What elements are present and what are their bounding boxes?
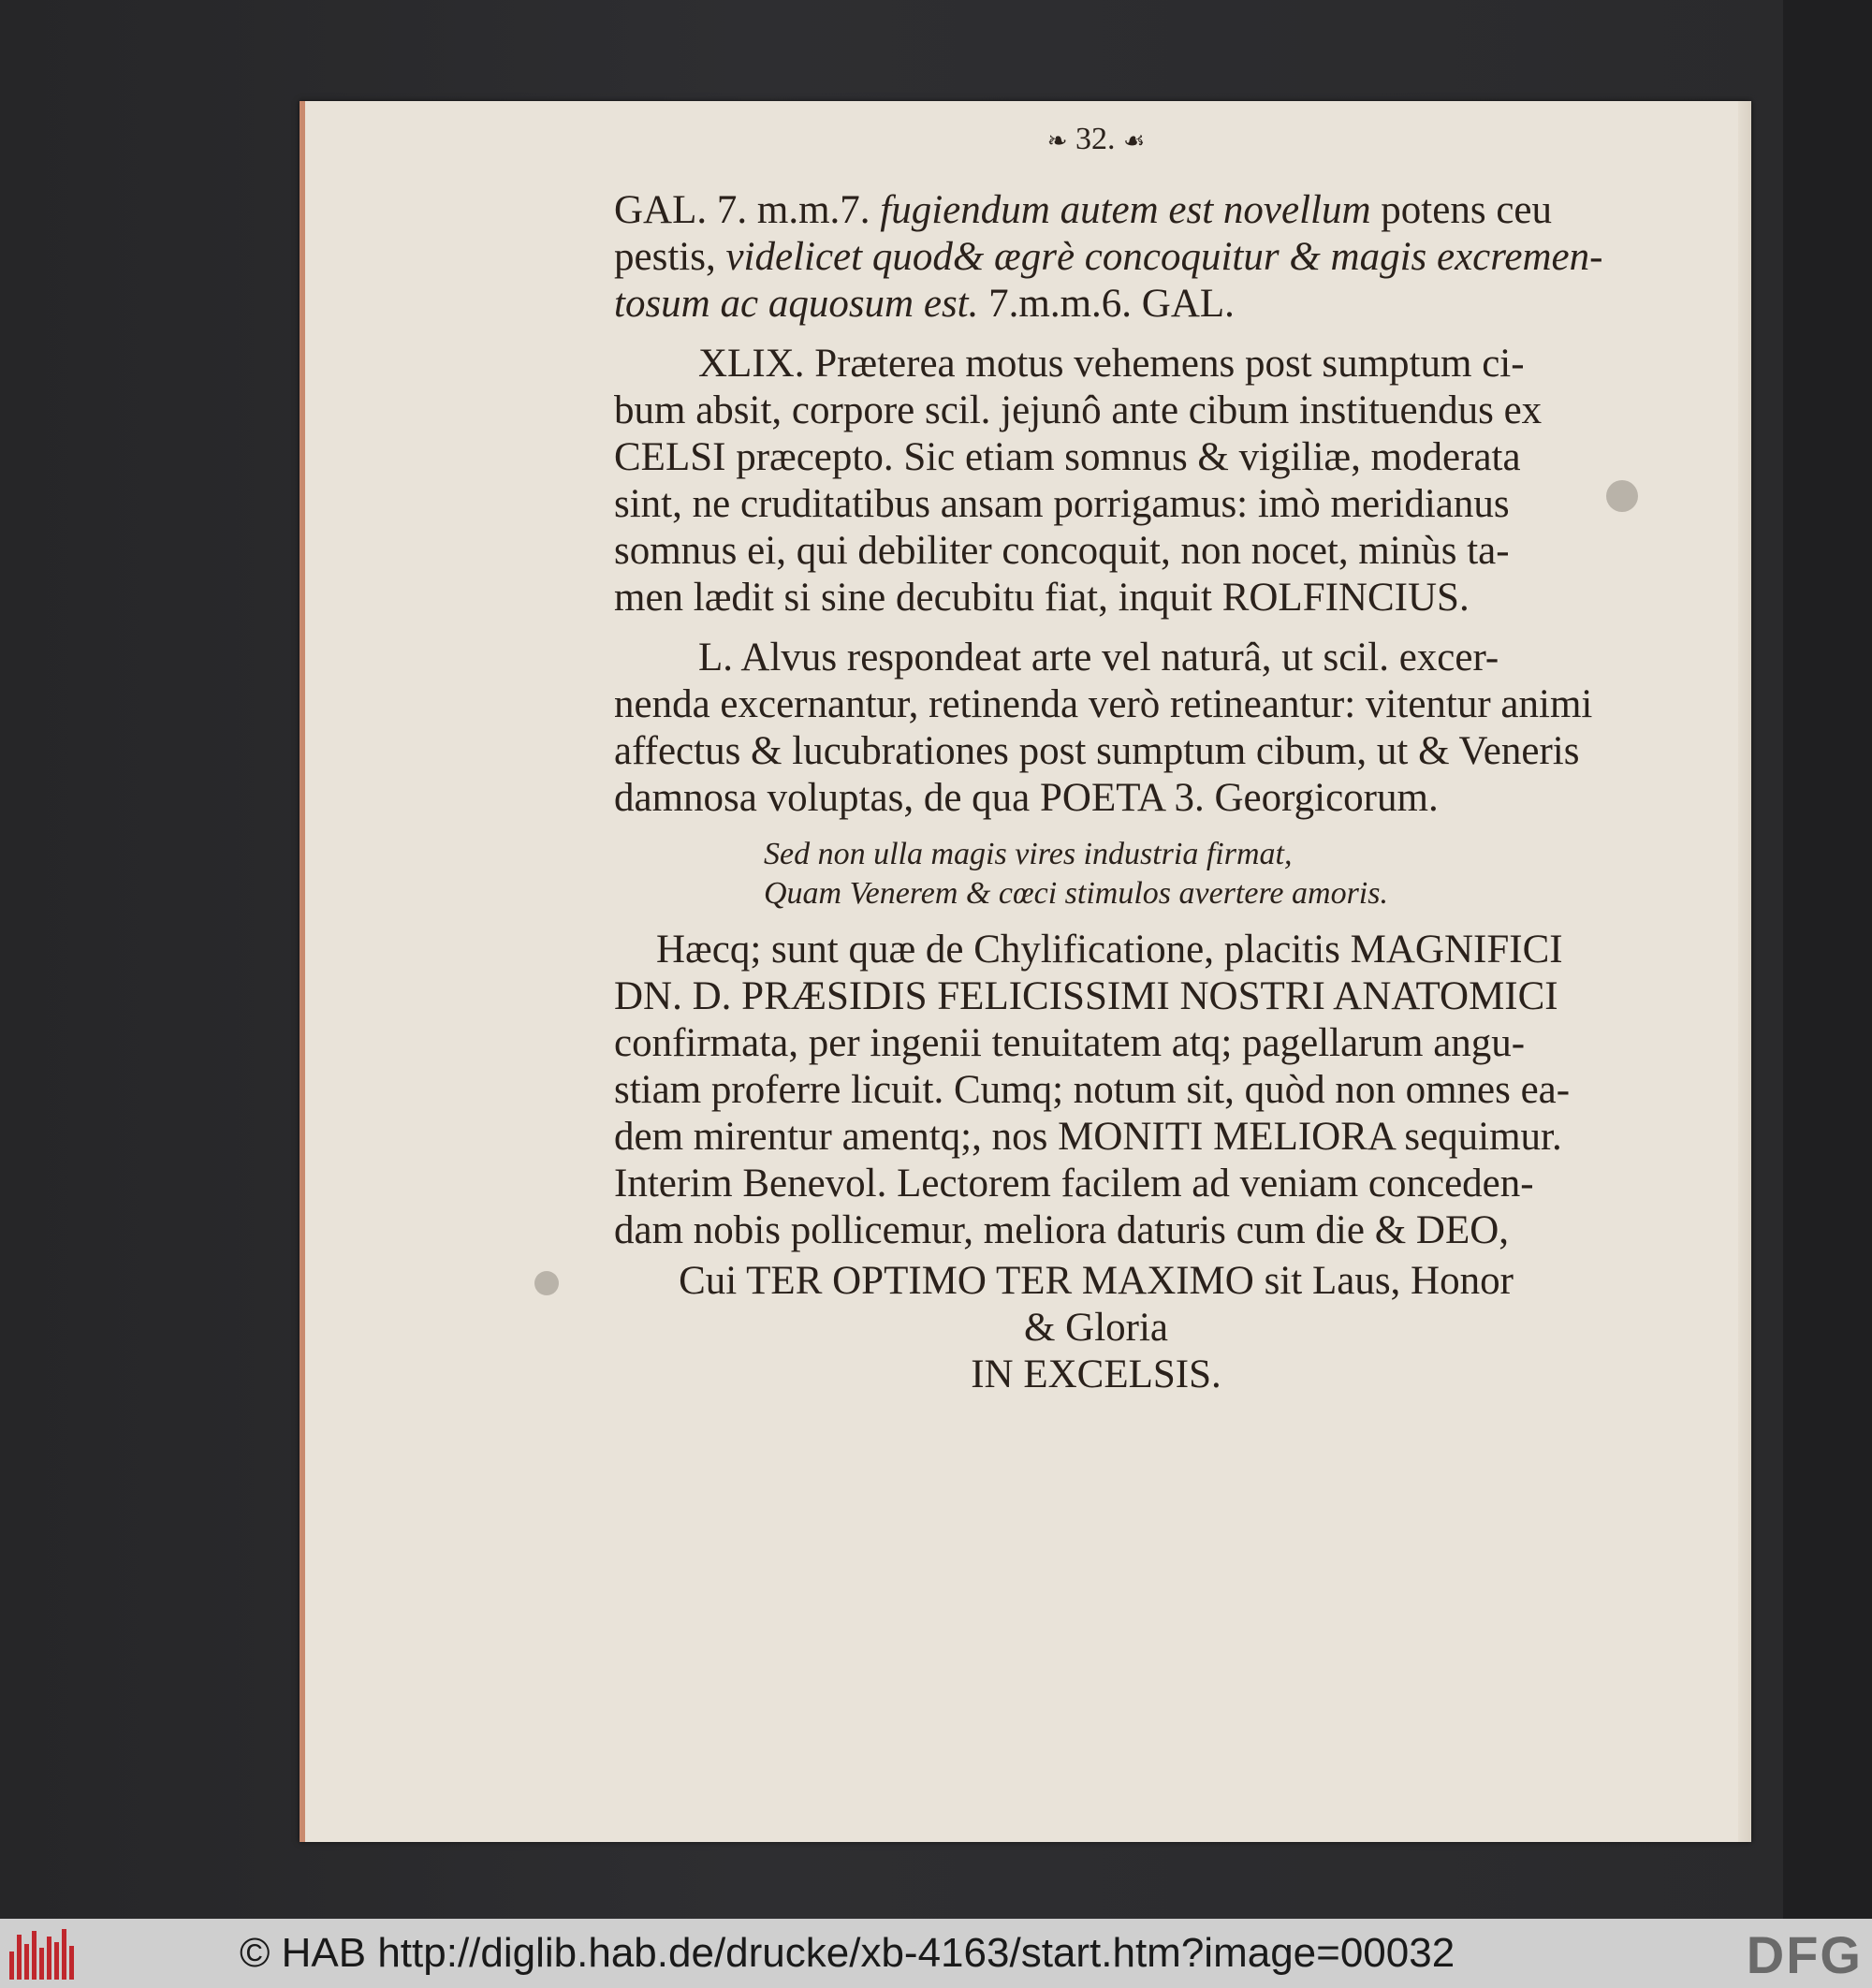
text-line: pestis, videlicet quod& ægrè concoquitur & magis excremen- — [614, 235, 1603, 279]
book-page — [300, 101, 1751, 1842]
doxology: Cui TER OPTIMO TER MAXIMO sit Laus, Honor & Gloria IN EXCELSIS. — [679, 1259, 1514, 1396]
dfg-logo: DFG — [1746, 1925, 1863, 1984]
paper-stain — [1606, 480, 1638, 512]
text-line: GAL. 7. m.m.7. fugiendum autem est novellum potens ceu — [614, 188, 1552, 232]
paragraph-xlix: XLIX. Præterea motus vehemens post sumptum ci- bum absit, corpore scil. jejunô ante cibum instituendus ex CELSI præcepto. Sic etiam somnus & vigiliæ, moderata sint, ne cruditatibus ansam porrigamus: imò meridianus somnus ei, qui debiliter concoquit, non nocet, minùs ta- men lædit si sine decubitu fiat, inquit ROLFINCIUS. — [614, 342, 1543, 620]
scan-edge-strip — [1783, 0, 1872, 1919]
verse-quote: Sed non ulla magis vires industria firmat, Quam Venerem & cœci stimulos avertere amoris. — [764, 837, 1388, 911]
paragraph-l: L. Alvus respondeat arte vel naturâ, ut scil. excer- nenda excernantur, retinenda verò retineantur: vitentur animi affectus & lucubrationes post sumptum cibum, ut & Veneris damnosa voluptas, de qua POETA 3. Georgicorum. — [614, 636, 1593, 820]
hab-barcode-logo-icon — [9, 1927, 80, 1980]
paragraph-closing: Hæcq; sunt quæ de Chylificatione, placitis MAGNIFICI DN. D. PRÆSIDIS FELICISSIMI NOSTRI ANATOMICI confirmata, per ingenii tenuitatem atq; pagellarum angu- stiam proferre licuit. Cumq; notum sit, quòd non omnes ea- dem mirentur amentq;, nos MONITI MELIORA sequimur. Interim Benevol. Lectorem facilem ad veniam conceden- dam nobis pollicemur, meliora daturis cum die & DEO, — [614, 928, 1571, 1252]
footer-bar — [0, 1919, 1872, 1988]
page-number: ❧ 32. ☙ — [1046, 122, 1146, 156]
paper-stain — [534, 1271, 559, 1295]
text-line: tosum ac aquosum est. 7.m.m.6. GAL. — [614, 282, 1235, 326]
ornament-right-icon: ☙ — [1122, 127, 1146, 154]
ornament-left-icon: ❧ — [1046, 127, 1068, 154]
body-text — [614, 187, 1603, 1398]
copyright-link[interactable]: © HAB http://diglib.hab.de/drucke/xb-4163/start.htm?image=00032 — [240, 1930, 1455, 1976]
